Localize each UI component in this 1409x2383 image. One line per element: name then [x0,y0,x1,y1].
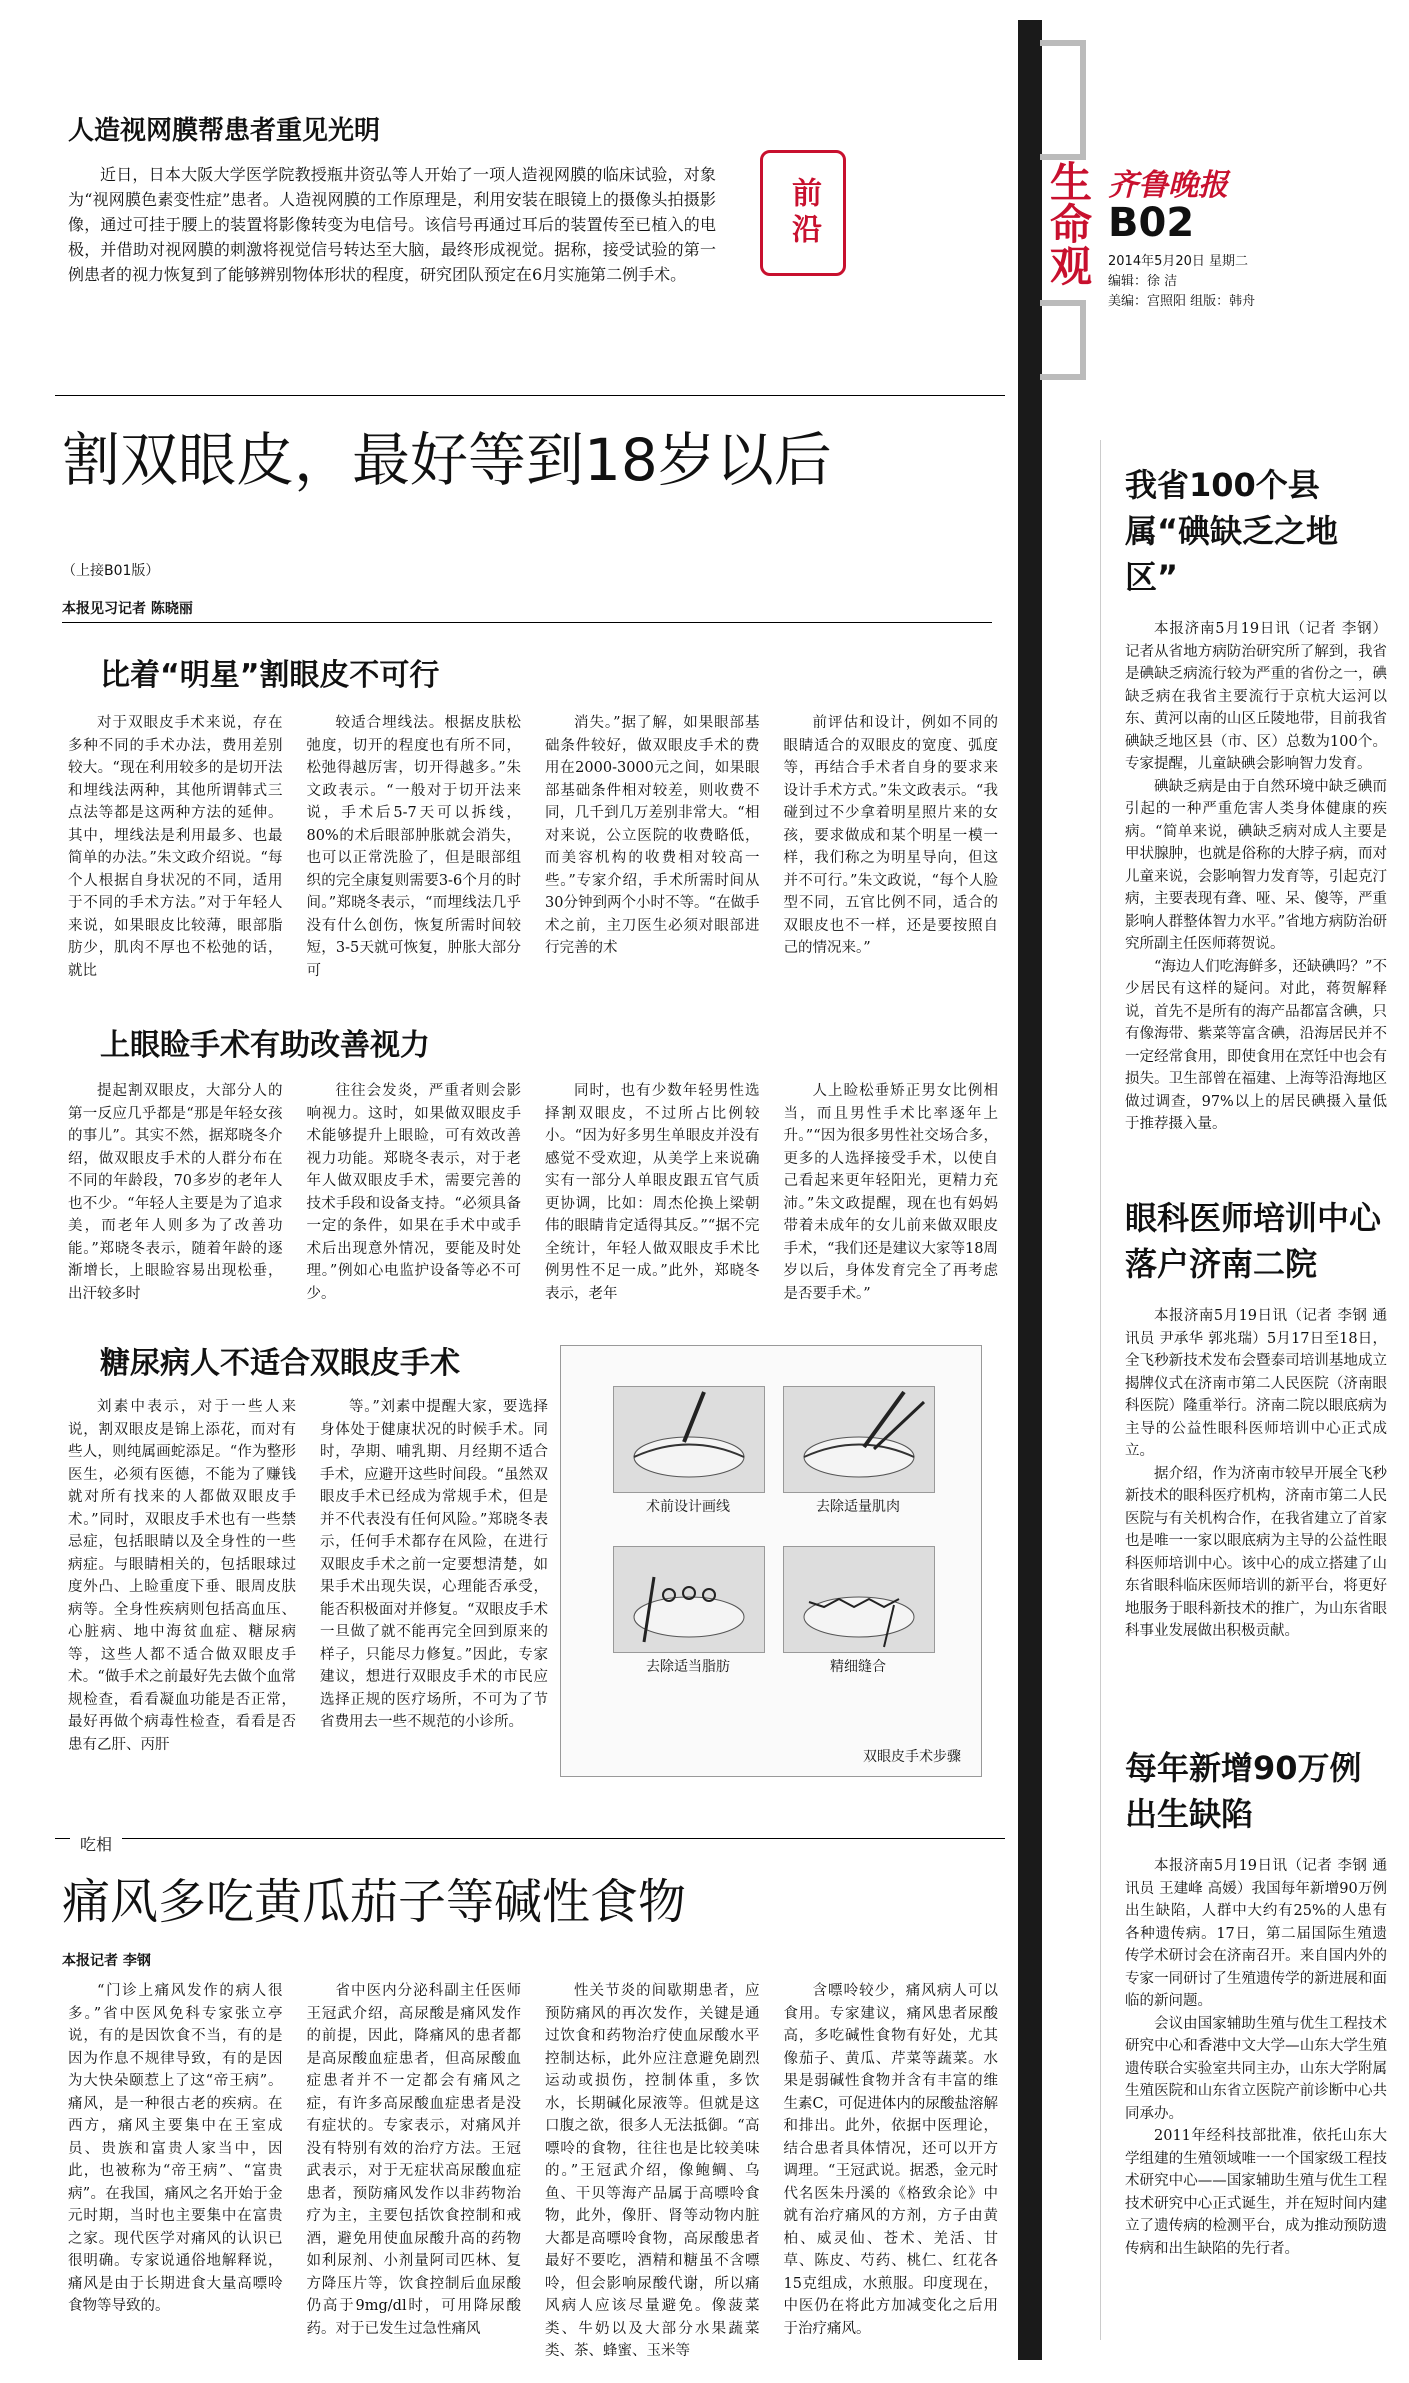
section2-col3: 同时，也有少数年轻男性选择割双眼皮，不过所占比例较小。“因为好多男生单眼皮并没有感觉不受欢迎，从美学上来说确实有一部分人单眼皮跟五官气质更协调，比如：周杰伦换上梁朝伟的眼睛肯定适得其反。”“据不完全统计，年轻人做双眼皮手术比例男性不足一成。”此外，郑晓冬表示，老年 [545,1083,760,1302]
section2-col1: 提起割双眼皮，大部分人的第一反应几乎都是“那是年轻女孩的事儿”。其实不然，据郑晓冬介绍，做双眼皮手术的人群分布在不同的年龄段，70多岁的老年人也不少。“年轻人主要是为了追求美，而老年人则多为了改善功能。”郑晓冬表示，随着年龄的逐渐增长，上眼睑容易出现松垂，出汗较多时 [68,1083,283,1302]
diet-tag: 吃相 [70,1832,122,1855]
sidebar-story-3 [1125,1745,1387,2355]
section-vertical-title: 生命观 [1044,160,1093,286]
figure-panel-1-caption: 术前设计画线 [646,1499,730,1515]
section1-body [68,712,998,979]
editor-credit: 编辑：徐 洁 [1108,274,1178,289]
sidebar-2-para1: 本报济南5月19日讯（记者 李钢 通讯员 尹承华 郭兆瑞）5月17日至18日，全飞秒新技术发布会暨泰司培训基地成立揭牌仪式在济南市第二人民医院（济南眼科医院）隆重举行。济南二院以眼底病为主导的公益性眼科医师培训中心正式成立。 [1125,1308,1387,1459]
designer-credit: 美编：宫照阳 组版：韩舟 [1108,294,1256,309]
sidebar-divider [1100,440,1101,2340]
figure-panel-3-caption: 去除适当脂肪 [646,1659,730,1675]
diet-headline: 痛风多吃黄瓜茄子等碱性食物 [62,1874,687,1930]
sidebar-1-para2: 碘缺乏病是由于自然环境中缺乏碘而引起的一种严重危害人类身体健康的疾病。“简单来说，碘缺乏病对成人主要是甲状腺肿，也就是俗称的大脖子病，而对儿童来说，会影响智力发育等，引起克汀病，主要表现有聋、哑、呆、傻等，严重影响人群整体智力水平。”省地方病防治研究所副主任医师蒋贺说。 [1125,778,1387,952]
sidebar-3-para1: 本报济南5月19日讯（记者 李钢 通讯员 王建峰 高媛）我国每年新增90万例出生缺陷，人群中大约有25%的人患有各种遗传病。17日，第二届国际生殖遗传学术研讨会在济南召开。来自国内外的专家一同研讨了生殖遗传学的新进展和面临的新问题。 [1125,1858,1387,2009]
section2-body [68,1080,998,1300]
sidebar-3-para2: 会议由国家辅助生殖与优生工程技术研究中心和香港中文大学—山东大学生殖遗传联合实验室共同主办，山东大学附属生殖医院和山东省立医院产前诊断中心共同承办。 [1125,2015,1387,2122]
sidebar-story-1 [1125,462,1387,1208]
diet-byline: 本报记者 李钢 [62,1953,151,1969]
section1-col3: 消失。”据了解，如果眼部基础条件较好，做双眼皮手术的费用在2000-3000元之间，如果眼部基础条件相对较差，则收费不同，几千到几万差别非常大。“相对来说，公立医院的收费略低，而美容机构的收费相对较高一些。”专家介绍，手术所需时间从30分钟到两个小时不等。“在做手术之前，主刀医生必须对眼部进行完善的术 [545,715,760,956]
eye-sketch-3-icon [614,1547,764,1652]
figure-panel-2-caption: 去除适量肌肉 [816,1499,900,1515]
section2-col2: 往往会发炎，严重者则会影响视力。这时，如果做双眼皮手术能够提升上眼睑，可有效改善视力功能。郑晓冬表示，对于老年人做双眼皮手术，需要完善的技术手段和设备支持。“必须具备一定的条件，如果在手术中或手术后出现意外情况，要能及时处理。”例如心电监护设备等必不可少。 [306,1083,521,1302]
eye-sketch-2-icon [784,1387,934,1492]
diet-col4: 含嘌呤较少，痛风病人可以食用。专家建议，痛风患者尿酸高，多吃碱性食物有好处，尤其像茄子、黄瓜、芹菜等蔬菜。水果是弱碱性食物并含有丰富的维生素C，可促进体内的尿酸盐溶解和排出。此外，依据中医理论，结合患者具体情况，还可以开方调理。“王冠武说。据悉，金元时代名医朱丹溪的《格致余论》中就有治疗痛风的方剂，方子由黄柏、威灵仙、苍术、羌活、甘草、陈皮、芍药、桃仁、红花各15克组成，水煎服。印度现在，中医仍在将此方加减变化之后用于治疗痛风。 [783,1983,998,2337]
section3-col2: 等。”刘素中提醒大家，要选择身体处于健康状况的时候手术。同时，孕期、哺乳期、月经期不适合手术，应避开这些时间段。“虽然双眼皮手术已经成为常规手术，但是并不代表没有任何风险。”郑晓冬表示，任何手术都存在风险，在进行双眼皮手术之前一定要想清楚，如果手术出现失误，心理能否承受，能否积极面对并修复。“双眼皮手术一旦做了就不能再完全回到原来的样子，只能尽力修复。”因此，专家建议，想进行双眼皮手术的市民应选择正规的医疗场所，不可为了节省费用去一些不规范的小诊所。 [320,1399,548,1730]
byline-divider [62,622,992,623]
sidebar-1-body [1125,618,1387,1208]
surgery-figure [560,1345,982,1777]
top-divider [55,395,1005,396]
sidebar-2-para2: 据介绍，作为济南市较早开展全飞秒新技术的眼科医疗机构，济南市第二人民医院与有关机构合作，在我省建立了首家也是唯一一家以眼底病为主导的公益性眼科医师培训中心。该中心的成立搭建了山东省眼科临床医师培训的新平台，将更好地服务于眼科新技术的推广，为山东省眼科事业发展做出积极贡献。 [1125,1465,1387,1639]
sidebar-3-para3: 2011年经科技部批准，依托山东大学组建的生殖领域唯一一个国家级工程技术研究中心——国家辅助生殖与优生工程技术研究中心正式诞生，并在短时间内建立了遗传病的检测平台，成为推动预防遗传病和出生缺陷的先行者。 [1125,2128,1387,2257]
continued-note: （上接B01版） [62,563,160,579]
sidebar-2-headline-line1: 眼科医师培训中心 [1125,1199,1382,1237]
sidebar-1-para3: “海边人们吃海鲜多，还缺碘吗？”不少居民有这样的疑问。对此，蒋贺解释说，首先不是所有的海产品都富含碘，只有像海带、紫菜等富含碘，沿海居民并不一定经常食用，即使食用在烹饪中也会有损失。卫生部曾在福建、上海等沿海地区做过调查，97%以上的居民碘摄入量低于推荐摄入量。 [1125,958,1387,1132]
diet-body [68,1980,998,2359]
eye-sketch-4-icon [784,1547,934,1652]
figure-panel-1-image [613,1386,765,1493]
sidebar-3-body [1125,1855,1387,2355]
page-number: B02 [1108,200,1195,246]
section3-col1: 刘素中表示，对于一些人来说，割双眼皮是锦上添花，而对有些人，则纯属画蛇添足。“作为整形医生，必须有医德，不能为了赚钱就对所有找来的人都做双眼皮手术。”同时，双眼皮手术也有一些禁忌症，包括眼睛以及全身性的一些病症。与眼睛相关的，包括眼球过度外凸、上睑重度下垂、眼周皮肤病等。全身性疾病则包括高血压、心脏病、地中海贫血症、糖尿病等，这些人都不适合做双眼皮手术。“做手术之前最好先去做个血常规检查，看看凝血功能是否正常，最好再做个病毒性检查，看看是否患有乙肝、丙肝 [68,1399,296,1753]
sidebar-1-headline-line2: 属“碘缺乏之地区” [1125,512,1339,596]
sidebar-2-headline-line2: 落户济南二院 [1125,1245,1318,1283]
top-story-text: 近日，日本大阪大学医学院教授瓶井资弘等人开始了一项人造视网膜的临床试验，对象为“视网膜色素变性症”患者。人造视网膜的工作原理是，利用安装在眼镜上的摄像头拍摄影像，通过可挂于腰上的装置将影像转变为电信号。该信号再通过耳后的装置传至已植入的电极，并借助对视网膜的刺激将视觉信号转达至大脑，最终形成视觉。据称，接受试验的第一例患者的视力恢复到了能够辨别物体形状的程度，研究团队预定在6月实施第二例手术。 [68,165,716,284]
section3-heading: 糖尿病人不适合双眼皮手术 [100,1346,460,1381]
diet-col3: 性关节炎的间歇期患者，应预防痛风的再次发作，关键是通过饮食和药物治疗使血尿酸水平控制达标，此外应注意避免剧烈运动或损伤，控制体重，多饮水，长期碱化尿液等。但就是这口腹之欲，很多人无法抵御。“高嘌呤的食物，往往也是比较美味的。”王冠武介绍，像鲍鲷、乌鱼、干贝等海产品属于高嘌呤食物，此外，像肝、肾等动物内脏大都是高嘌呤食物，高尿酸患者最好不要吃，酒精和糖虽不含嘌呤，但会影响尿酸代谢，所以痛风病人应该尽量避免。像菠菜类、牛奶以及大部分水果蔬菜类、茶、蜂蜜、玉米等 [545,1983,760,2359]
top-story-body [68,162,716,287]
masthead-vertical-bar [1018,20,1042,2360]
section3-body [68,1396,548,1816]
diet-divider [55,1838,1005,1839]
section1-col2: 较适合埋线法。根据皮肤松弛度，切开的程度也有所不同，松弛得越厉害，切开得越多。”朱文政表示。“一般对于切开法来说，手术后5-7天可以拆线，80%的术后眼部肿胀就会消失，也可以正常洗脸了，但是眼部组织的完全康复则需要3-6个月的时间。”郑晓冬表示，“而埋线法几乎没有什么创伤，恢复所需时间较短，3-5天就可恢复，肿胀大部分可 [306,715,521,979]
masthead-meander-bottom [1040,300,1086,380]
top-story-title: 人造视网膜帮患者重见光明 [68,116,381,146]
sidebar-2-body [1125,1305,1387,1735]
sidebar-3-headline-line2: 出生缺陷 [1125,1795,1254,1833]
column-tag-text: 前沿 [786,177,821,249]
sidebar-story-2 [1125,1195,1387,1735]
sidebar-3-headline-line1: 每年新增90万例 [1125,1749,1362,1787]
figure-panel-4-image [783,1546,935,1653]
section2-heading: 上眼睑手术有助改善视力 [100,1028,430,1063]
issue-date: 2014年5月20日 星期二 [1108,254,1249,269]
figure-caption: 双眼皮手术步骤 [863,1749,961,1765]
newspaper-logo: 齐鲁晚报 [1108,168,1228,203]
column-tag-box [760,150,846,276]
eye-sketch-1-icon [614,1387,764,1492]
section1-col1: 对于双眼皮手术来说，存在多种不同的手术办法，费用差别较大。“现在利用较多的是切开法和埋线法两种，其他所谓韩式三点法等都是这两种方法的延伸。其中，埋线法是利用最多、也最简单的办法。”朱文政介绍说。“每个人根据自身状况的不同，适用于不同的手术方法。”对于年轻人来说，如果眼皮比较薄，眼部脂肪少，肌肉不厚也不松弛的话，就比 [68,715,283,979]
figure-panel-3-image [613,1546,765,1653]
diet-col2: 省中医内分泌科副主任医师王冠武介绍，高尿酸是痛风发作的前提，因此，降痛风的患者都是高尿酸血症患者，但高尿酸血症患者并不一定都会有痛风之症，有许多高尿酸血症患者是没有症状的。专家表示，对痛风并没有特别有效的治疗方法。王冠武表示，对于无症状高尿酸血症患者，预防痛风发作以非药物治疗为主，主要包括饮食控制和戒酒，避免用使血尿酸升高的药物如利尿剂、小剂量阿司匹林、复方降压片等，饮食控制后血尿酸仍高于9mg/dl时，可用降尿酸药。对于已发生过急性痛风 [306,1983,521,2337]
section1-heading: 比着“明星”割眼皮不可行 [100,658,440,693]
figure-panel-4-caption: 精细缝合 [830,1659,886,1675]
diet-col1: “门诊上痛风发作的病人很多。”省中医风免科专家张立亭说，有的是因饮食不当，有的是因为作息不规律导致，有的是因为大快朵颐惹上了这“帝王病”。痛风，是一种很古老的疾病。在西方，痛风主要集中在王室成员、贵族和富贵人家当中，因此，也被称为“帝王病”、“富贵病”。在我国，痛风之名开始于金元时期，当时也主要集中在富贵之家。现代医学对痛风的认识已很明确。专家说通俗地解释说，痛风是由于长期进食大量高嘌呤食物等导致的。 [68,1983,283,2314]
sidebar-1-para1: 本报济南5月19日讯（记者 李钢）记者从省地方病防治研究所了解到，我省是碘缺乏病流行较为严重的省份之一，碘缺乏病在我省主要流行于京杭大运河以东、黄河以南的山区丘陵地带，目前我省碘缺乏地区县（市、区）总数为100个。专家提醒，儿童缺碘会影响智力发育。 [1125,621,1387,772]
figure-panel-2-image [783,1386,935,1493]
main-byline: 本报见习记者 陈晓丽 [62,601,193,617]
section2-col4: 人上睑松垂矫正男女比例相当，而且男性手术比率逐年上升。”“因为很多男性社交场合多，更多的人选择接受手术，以使自己看起来更年轻阳光，更精力充沛。”朱文政提醒，现在也有妈妈带着未成年的女儿前来做双眼皮手术，“我们还是建议大家等18周岁以后，身体发育完全了再考虑是否要手术。” [783,1083,998,1302]
main-headline: 割双眼皮，最好等到18岁以后 [62,426,832,494]
masthead-meander-top [1040,40,1086,160]
section1-col4: 前评估和设计，例如不同的眼睛适合的双眼皮的宽度、弧度等，再结合手术者自身的要求来设计手术方式。”朱文政表示。“我碰到过不少拿着明星照片来的女孩，要求做成和某个明星一模一样，我们称之为明星导向，但这并不可行。”朱文政说，“每个人脸型不同，五官比例不同，适合的双眼皮也不一样，还是要按照自己的情况来。” [783,715,998,956]
sidebar-1-headline-line1: 我省100个县 [1125,466,1320,504]
